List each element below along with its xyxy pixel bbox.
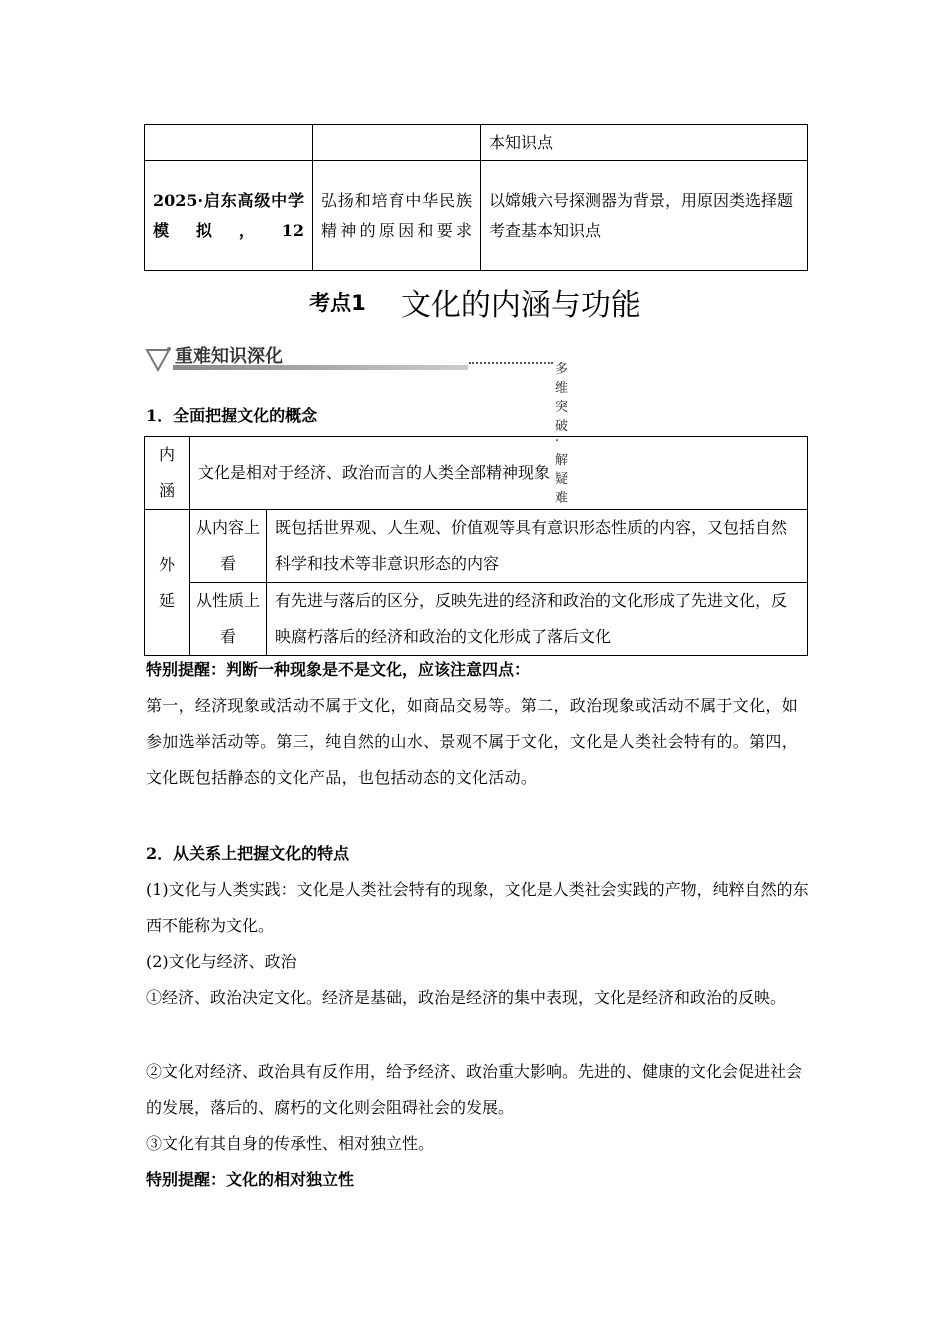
table-row <box>145 510 808 583</box>
paragraph: (1)文化与人类实践：文化是人类社会特有的现象，文化是人类社会实践的产物，纯粹自然的东西不能称为文化。 <box>146 880 809 935</box>
knowledge-point-cell: 弘扬和培育中华民族精神的原因和要求 <box>313 161 481 271</box>
paragraph: ②文化对经济、政治具有反作用，给予经济、政治重大影响。先进的、健康的文化会促进社会的发展，落后的、腐朽的文化则会阻碍社会的发展。 <box>146 1062 803 1117</box>
table-row <box>145 125 808 161</box>
banner-subtitle: 多维突破·解疑难 <box>555 362 569 506</box>
reminder-title: 特别提醒：文化的相对独立性 <box>146 1170 355 1189</box>
section-heading <box>0 280 950 324</box>
table-row <box>145 583 808 656</box>
banner-dotted-line <box>469 362 553 364</box>
table-cell <box>313 125 481 161</box>
row-text: 既包括世界观、人生观、价值观等具有意识形态性质的内容，又包括自然科学和技术等非意识形态的内容 <box>267 510 808 583</box>
reminder-text: 第一，经济现象或活动不属于文化，如商品交易等。第二，政治现象或活动不属于文化，如参加选举活动等。第三，纯自然的山水、景观不属于文化，文化是人类社会特有的。第四，文化既包括静态的文化产品，也包括动态的文化活动。 <box>146 696 799 787</box>
table-cell <box>145 125 313 161</box>
table-row <box>145 437 808 510</box>
paragraph: ③文化有其自身的传承性、相对独立性。 <box>146 1134 435 1153</box>
section-title: 2．从关系上把握文化的特点 <box>146 844 350 863</box>
section-title: 1．全面把握文化的概念 <box>146 406 318 425</box>
table-row <box>145 161 808 271</box>
question-description-cell: 以嫦娥六号探测器为背景，用原因类选择题考查基本知识点 <box>481 161 808 271</box>
heading-number: 考点1 <box>309 291 366 315</box>
waiyan-label: 外延 <box>145 510 190 656</box>
exam-reference-table <box>144 124 808 271</box>
neihan-label: 内涵 <box>145 437 190 510</box>
triangle-marker-icon <box>145 344 173 372</box>
row-label: 从性质上看 <box>190 583 267 656</box>
heading-title: 文化的内涵与功能 <box>400 288 641 323</box>
reminder-title: 特别提醒：判断一种现象是不是文化，应该注意四点： <box>146 660 531 679</box>
neihan-text: 文化是相对于经济、政治而言的人类全部精神现象 <box>190 437 808 510</box>
exam-source-cell: 2025·启东高级中学模拟，12 <box>145 161 313 271</box>
paragraph: ①经济、政治决定文化。经济是基础，政治是经济的集中表现，文化是经济和政治的反映。 <box>146 988 787 1007</box>
paragraph: (2)文化与经济、政治 <box>146 952 297 971</box>
table-cell: 本知识点 <box>481 125 808 161</box>
row-text: 有先进与落后的区分，反映先进的经济和政治的文化形成了先进文化，反映腐朽落后的经济和政治的文化形成了落后文化 <box>267 583 808 656</box>
concept-table <box>144 436 808 656</box>
banner-title: 重难知识深化 <box>175 346 283 367</box>
row-label: 从内容上看 <box>190 510 267 583</box>
